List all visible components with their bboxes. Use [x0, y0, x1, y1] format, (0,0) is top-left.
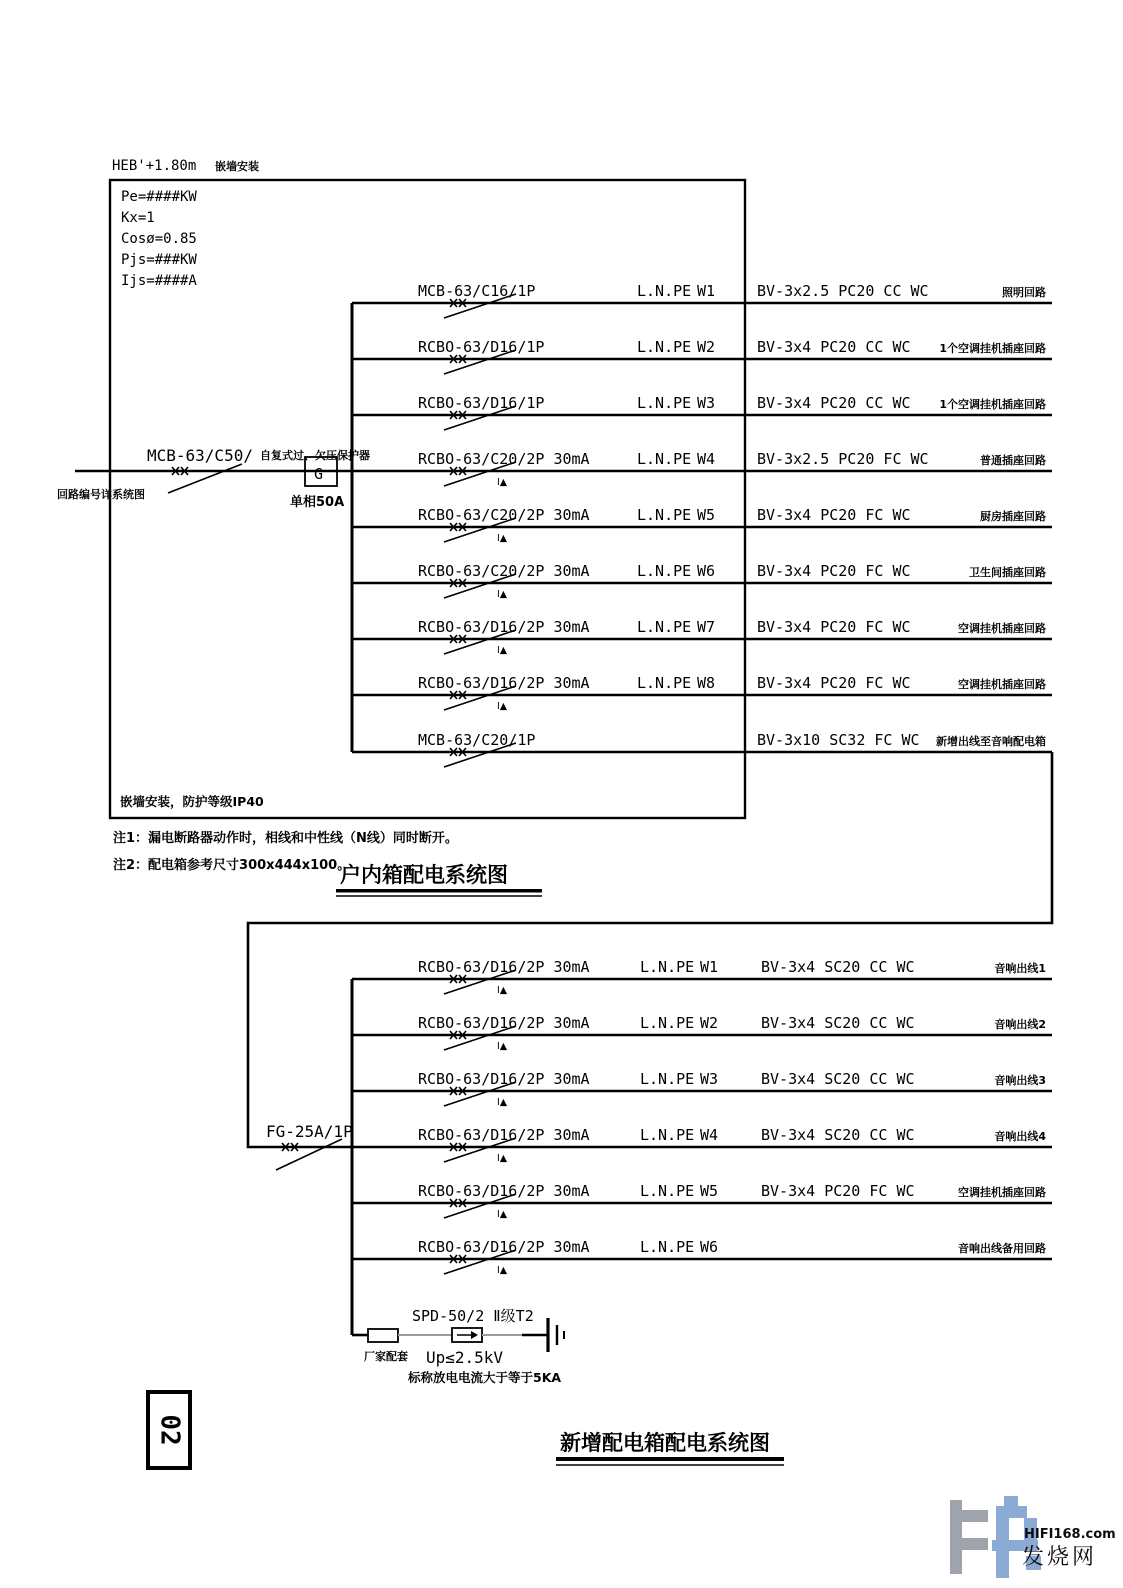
panel1-header-code: HEB'+1.80m: [112, 158, 197, 174]
incoming-breaker-symbol: [276, 1139, 342, 1170]
spd-arrow-head: [471, 1331, 478, 1339]
panel1-note2: 注2：配电箱参考尺寸300x444x100。: [113, 858, 351, 873]
wires-label: L.N.PE: [637, 450, 692, 468]
panel2-incoming-breaker: FG-25A/1P: [266, 1122, 353, 1141]
circuit-id: W5: [697, 506, 716, 524]
logo-block-blue: [996, 1506, 1027, 1518]
circuit-id: W5: [700, 1182, 719, 1200]
cable-spec: BV-3x4 SC20 CC WC: [761, 1014, 915, 1032]
circuit-id: W2: [697, 338, 716, 356]
circuit-purpose: 空调挂机插座回路: [958, 678, 1046, 691]
circuit-row-w3: [352, 394, 1052, 430]
rcd-mark: I▲: [497, 533, 508, 544]
panel1-indoor-box: [57, 158, 1052, 896]
panel2-new-box: [248, 752, 1052, 1465]
circuit-purpose: 照明回路: [1002, 286, 1046, 299]
circuit-row-w9: [352, 731, 1052, 767]
cable-spec: BV-3x4 PC20 FC WC: [757, 618, 911, 636]
breaker-model: MCB-63/C16/1P: [418, 282, 536, 300]
circuit-purpose: 1个空调挂机插座回路: [939, 342, 1046, 355]
spd-label: SPD-50/2 Ⅱ级T2: [412, 1307, 534, 1325]
circuit-row-a1: [352, 958, 1052, 996]
cable-spec: BV-3x4 PC20 FC WC: [757, 674, 911, 692]
wires-label: L.N.PE: [640, 1070, 695, 1088]
circuit-id: W3: [697, 394, 716, 412]
circuit-row-a3: [352, 1070, 1052, 1108]
main-breaker-model: MCB-63/C50/: [147, 446, 253, 465]
param-ijs: Ijs=####A: [121, 273, 197, 289]
circuit-purpose: 新增出线至音响配电箱: [936, 735, 1046, 748]
cable-spec: BV-3x4 SC20 CC WC: [761, 1070, 915, 1088]
circuit-purpose: 卫生间插座回路: [969, 566, 1046, 579]
main-rating: 单相50A: [290, 495, 345, 510]
title2-underline-thick: [556, 1457, 784, 1461]
watermark-site: HIFI168.com: [1024, 1527, 1116, 1542]
circuit-row-w7: [352, 618, 1052, 656]
circuit-purpose: 音响出线2: [994, 1018, 1046, 1031]
fuse-label: 厂家配套: [364, 1350, 408, 1363]
circuit-purpose: 音响出线1: [994, 962, 1046, 975]
cable-spec: BV-3x10 SC32 FC WC: [757, 731, 920, 749]
logo-block-gray: [950, 1500, 962, 1574]
circuit-id: W2: [700, 1014, 719, 1032]
panel2-title: 新增配电箱配电系统图: [560, 1431, 770, 1455]
wires-label: L.N.PE: [640, 958, 695, 976]
cable-spec: BV-3x4 PC20 FC WC: [757, 506, 911, 524]
spd-discharge-note: 标称放电电流大于等于5KA: [408, 1370, 562, 1385]
wires-label: L.N.PE: [640, 1126, 695, 1144]
circuit-id: W8: [697, 674, 716, 692]
wires-label: L.N.PE: [637, 618, 692, 636]
cable-spec: BV-3x4 SC20 CC WC: [761, 958, 915, 976]
circuit-id: W4: [697, 450, 716, 468]
panel1-title-group: [336, 863, 542, 896]
param-pe: Pe=####KW: [121, 189, 197, 205]
circuit-row-w8: [352, 674, 1052, 712]
circuit-purpose: 厨房插座回路: [980, 510, 1046, 523]
circuit-row-w6: [352, 562, 1052, 600]
breaker-model: RCBO-63/D16/2P 30mA: [418, 958, 590, 976]
wires-label: L.N.PE: [640, 1182, 695, 1200]
circuit-purpose: 空调挂机插座回路: [958, 1186, 1046, 1199]
breaker-model: RCBO-63/D16/2P 30mA: [418, 618, 590, 636]
circuit-purpose: 普通插座回路: [980, 454, 1046, 467]
sheet-number: 02: [154, 1414, 185, 1446]
wires-label: L.N.PE: [637, 562, 692, 580]
cable-spec: BV-3x4 PC20 CC WC: [757, 338, 911, 356]
breaker-model: RCBO-63/D16/1P: [418, 394, 545, 412]
rcd-mark: I▲: [497, 1041, 508, 1052]
param-cos: Cosø=0.85: [121, 231, 197, 247]
cable-spec: BV-3x4 PC20 FC WC: [757, 562, 911, 580]
meter-letter: G: [314, 465, 324, 483]
breaker-model: RCBO-63/D16/1P: [418, 338, 545, 356]
circuit-row-a5: [352, 1182, 1052, 1220]
logo-block-gray: [962, 1538, 988, 1550]
rcd-mark: I▲: [497, 1153, 508, 1164]
wires-label: L.N.PE: [637, 338, 692, 356]
circuit-id: W3: [700, 1070, 719, 1088]
spd-up-label: Up≤2.5kV: [426, 1348, 504, 1367]
breaker-model: RCBO-63/C20/2P 30mA: [418, 450, 590, 468]
panel1-note1: 注1：漏电断路器动作时，相线和中性线（N线）同时断开。: [113, 831, 458, 846]
wires-label: L.N.PE: [637, 394, 692, 412]
circuit-purpose: 音响出线4: [994, 1130, 1046, 1143]
rcd-mark: I▲: [497, 985, 508, 996]
circuit-purpose: 音响出线备用回路: [958, 1242, 1046, 1255]
breaker-model: RCBO-63/D16/2P 30mA: [418, 1182, 590, 1200]
breaker-model: RCBO-63/D16/2P 30mA: [418, 1014, 590, 1032]
circuit-id: W6: [700, 1238, 719, 1256]
title-underline-thick: [336, 889, 542, 893]
rcd-mark: I▲: [497, 1265, 508, 1276]
circuit-row-w1: [352, 282, 1052, 318]
logo-block-blue: [1004, 1496, 1018, 1507]
breaker-model: RCBO-63/C20/2P 30mA: [418, 506, 590, 524]
wires-label: L.N.PE: [640, 1014, 695, 1032]
wires-label: L.N.PE: [637, 282, 692, 300]
breaker-model: RCBO-63/D16/2P 30mA: [418, 1070, 590, 1088]
earth-symbol: [548, 1318, 564, 1352]
cable-spec: BV-3x4 PC20 FC WC: [761, 1182, 915, 1200]
cable-spec: BV-3x2.5 PC20 FC WC: [757, 450, 929, 468]
rcd-mark: I▲: [497, 645, 508, 656]
main-breaker-symbol: [168, 464, 242, 493]
panel1-header-note: 嵌墙安装: [215, 160, 259, 173]
param-kx: Kx=1: [121, 210, 155, 226]
source-label: 回路编号详系统图: [57, 488, 145, 501]
rcd-mark: I▲: [497, 1209, 508, 1220]
panel1-incoming: [57, 446, 370, 510]
spd-branch: [352, 1307, 564, 1385]
circuit-row-a2: [352, 1014, 1052, 1052]
breaker-model: RCBO-63/D16/2P 30mA: [418, 674, 590, 692]
panel2-title-group: [556, 1431, 784, 1465]
panel1-outline: [110, 180, 745, 818]
breaker-model: RCBO-63/D16/2P 30mA: [418, 1238, 590, 1256]
wires-label: L.N.PE: [637, 674, 692, 692]
cable-spec: BV-3x4 SC20 CC WC: [761, 1126, 915, 1144]
circuit-id: W1: [697, 282, 716, 300]
circuit-row-a6: [352, 1238, 1052, 1276]
watermark-name: 发烧网: [1022, 1545, 1098, 1570]
rcd-mark: I▲: [497, 477, 508, 488]
rcd-mark: I▲: [497, 589, 508, 600]
circuit-row-w4: [352, 450, 1052, 488]
logo-block-gray: [962, 1510, 988, 1522]
rcd-mark: I▲: [497, 1097, 508, 1108]
sheet-number-block: [148, 1392, 190, 1468]
circuit-id: W4: [700, 1126, 719, 1144]
breaker-model: RCBO-63/C20/2P 30mA: [418, 562, 590, 580]
rcd-mark: I▲: [497, 701, 508, 712]
breaker-model: RCBO-63/D16/2P 30mA: [418, 1126, 590, 1144]
watermark: [950, 1496, 1116, 1578]
wires-label: L.N.PE: [640, 1238, 695, 1256]
circuit-row-a4: [352, 1126, 1052, 1164]
main-breaker-note: 自复式过、欠压保护器: [260, 449, 370, 462]
breaker-model: MCB-63/C20/1P: [418, 731, 536, 749]
wires-label: L.N.PE: [637, 506, 692, 524]
circuit-row-w2: [352, 338, 1052, 374]
fuse-symbol: [368, 1329, 398, 1342]
circuit-id: W6: [697, 562, 716, 580]
circuit-purpose: 音响出线3: [994, 1074, 1046, 1087]
param-pjs: Pjs=###KW: [121, 252, 197, 268]
cable-spec: BV-3x4 PC20 CC WC: [757, 394, 911, 412]
panel1-title: 户内箱配电系统图: [340, 863, 508, 887]
panel1-mount-note: 嵌墙安装，防护等级IP40: [120, 794, 264, 809]
cable-spec: BV-3x2.5 PC20 CC WC: [757, 282, 929, 300]
circuit-id: W7: [697, 618, 716, 636]
circuit-purpose: 空调挂机插座回路: [958, 622, 1046, 635]
circuit-row-w5: [352, 506, 1052, 544]
circuit-purpose: 1个空调挂机插座回路: [939, 398, 1046, 411]
circuit-id: W1: [700, 958, 719, 976]
